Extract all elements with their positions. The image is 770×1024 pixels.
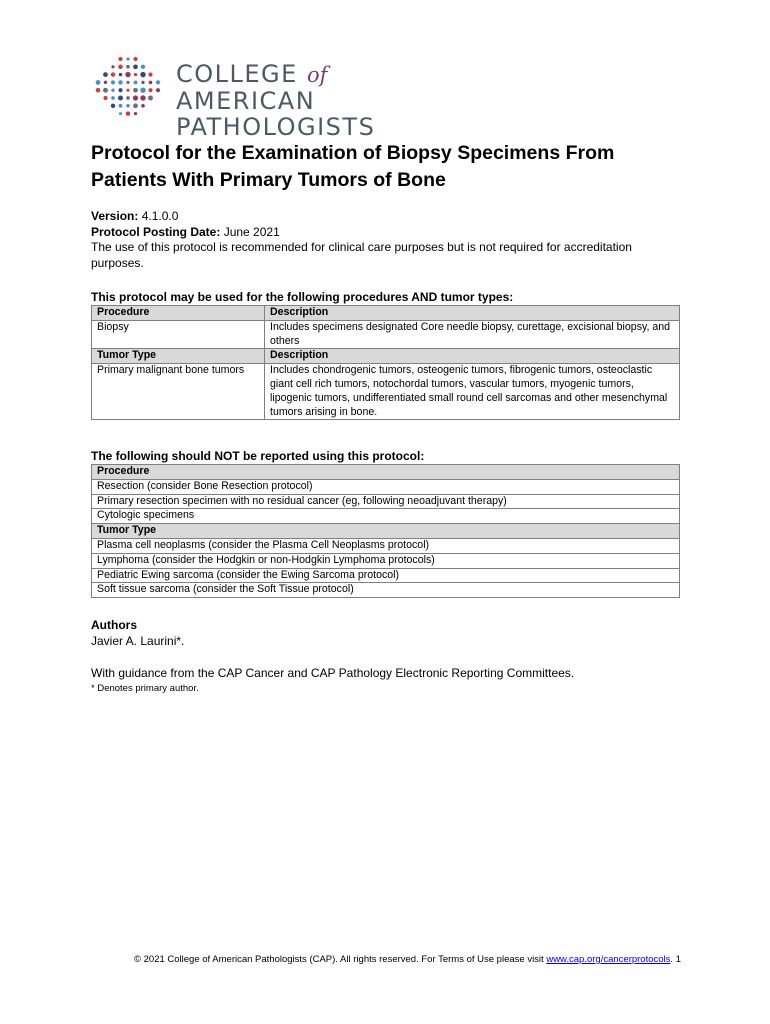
authors-heading: Authors	[91, 618, 137, 632]
tumor-type-header: Tumor Type	[92, 524, 680, 539]
tumor-description-cell: Includes chondrogenic tumors, osteogenic tumors, fibrogenic tumors, osteoclastic giant cell rich tumors, notochordal tumors, vascular tumors, myogenic tumors, lipogenic tumors, undifferentiated small round cell sarcomas and other mesenchymal tumors arising in bone.	[265, 364, 680, 420]
excluded-procedure: Resection (consider Bone Resection protocol)	[92, 479, 680, 494]
logo-dot	[119, 73, 122, 76]
logo-dot	[134, 73, 137, 76]
logo-dot	[134, 112, 137, 115]
not-reported-table	[91, 464, 680, 598]
logo-wordmark	[176, 61, 474, 140]
logo-dot	[126, 96, 130, 100]
logo-dot	[156, 80, 160, 84]
logo-dot	[133, 88, 138, 93]
logo-dot	[140, 95, 145, 100]
logo-dot	[111, 80, 115, 84]
logo-dot	[133, 95, 138, 100]
authors-names: Javier A. Laurini*.	[91, 634, 185, 648]
protocol-meta	[91, 209, 681, 271]
logo-dot	[141, 81, 144, 84]
tumor-type-header: Tumor Type	[92, 349, 265, 364]
document-title: Protocol for the Examination of Biopsy Specimens From Patients With Primary Tumors of Bone	[91, 142, 615, 191]
logo-dot	[111, 65, 114, 68]
logo-dot	[126, 57, 129, 60]
logo-dot	[111, 72, 115, 76]
logo-dot	[141, 104, 145, 108]
logo-dot	[118, 88, 122, 92]
excluded-tumor-type: Pediatric Ewing sarcoma (consider the Ewing Sarcoma protocol)	[92, 568, 680, 583]
posting-date-label: Protocol Posting Date:	[91, 224, 221, 239]
logo-dot	[126, 89, 129, 92]
accreditation-note: The use of this protocol is recommended for clinical care purposes but is not required for accreditation purposes.	[91, 240, 632, 270]
primary-author-note: * Denotes primary author.	[91, 683, 199, 694]
description-header: Description	[265, 306, 680, 321]
posting-date-value: June 2021	[223, 224, 280, 239]
logo-dot	[119, 112, 122, 115]
logo-dot	[126, 104, 130, 108]
logo-dot	[125, 72, 130, 77]
logo-dot	[148, 88, 152, 92]
logo-dot	[126, 65, 130, 69]
logo-pathologists: PATHOLOGISTS	[176, 113, 376, 141]
logo-dot	[96, 80, 101, 85]
logo-dot	[126, 111, 131, 116]
logo-dot	[118, 96, 123, 101]
excluded-procedure: Cytologic specimens	[92, 509, 680, 524]
tumor-type-cell: Primary malignant bone tumors	[92, 364, 265, 420]
logo-dot	[141, 65, 145, 69]
table-row	[92, 509, 680, 524]
logo-dot	[126, 81, 129, 84]
excluded-tumor-type: Soft tissue sarcoma (consider the Soft Tissue protocol)	[92, 583, 680, 598]
table-row	[92, 494, 680, 509]
logo-dot	[103, 88, 108, 93]
version-label: Version:	[91, 209, 139, 223]
copyright-text: © 2021 College of American Pathologists (CAP). All rights reserved. For Terms of Use please visit	[133, 954, 547, 965]
table-row	[92, 320, 680, 349]
table-row	[92, 583, 680, 598]
logo-american: AMERICAN	[176, 87, 316, 115]
procedure-header: Procedure	[92, 306, 265, 321]
version-value: 4.1.0.0	[141, 209, 179, 223]
procedure-header: Procedure	[92, 465, 680, 480]
description-cell: Includes specimens designated Core needle biopsy, curettage, excisional biopsy, and others	[265, 320, 680, 349]
logo-dot	[103, 72, 108, 77]
logo-of: of	[306, 63, 328, 87]
table-row	[92, 479, 680, 494]
page-footer	[91, 954, 681, 965]
cap-logo	[94, 55, 474, 141]
table-row	[92, 553, 680, 568]
procedure-cell: Biopsy	[92, 320, 265, 349]
logo-dot	[118, 80, 122, 84]
logo-dot	[111, 96, 115, 100]
page-number: 1	[675, 954, 681, 965]
logo-dot	[118, 57, 122, 61]
guidance-text: With guidance from the CAP Cancer and CAP Pathology Electronic Reporting Committees.	[91, 666, 575, 680]
logo-dot	[111, 104, 115, 108]
logo-dot	[111, 89, 114, 92]
logo-dot	[96, 88, 101, 93]
tumor-description-header: Description	[265, 349, 680, 364]
table-row	[92, 364, 680, 420]
logo-dot	[104, 81, 107, 84]
table-row	[92, 538, 680, 553]
cancer-protocols-link[interactable]: www.cap.org/cancerprotocols	[546, 954, 671, 965]
logo-dot	[140, 72, 145, 77]
logo-dot	[148, 96, 153, 101]
logo-dot	[148, 73, 152, 77]
footer-separator: .	[670, 954, 676, 965]
excluded-tumor-type: Lymphoma (consider the Hodgkin or non-Hodgkin Lymphoma protocols)	[92, 553, 680, 568]
cap-dots-logo-icon	[94, 55, 162, 119]
table-row	[92, 568, 680, 583]
logo-dot	[133, 103, 138, 108]
logo-college: COLLEGE	[176, 60, 307, 88]
not-reported-heading: The following should NOT be reported using this protocol:	[91, 449, 425, 463]
logo-dot	[133, 57, 137, 61]
logo-dot	[103, 96, 107, 100]
used-for-table	[91, 305, 680, 420]
used-for-heading: This protocol may be used for the following procedures AND tumor types:	[91, 290, 514, 304]
logo-dot	[140, 87, 145, 92]
logo-dot	[149, 81, 153, 85]
logo-dot	[156, 88, 160, 92]
excluded-tumor-type: Plasma cell neoplasms (consider the Plasma Cell Neoplasms protocol)	[92, 538, 680, 553]
excluded-procedure: Primary resection specimen with no residual cancer (eg, following neoadjuvant therapy)	[92, 494, 680, 509]
logo-dot	[119, 104, 123, 108]
logo-dot	[133, 64, 138, 69]
logo-dot	[134, 80, 138, 84]
logo-dot	[118, 65, 123, 70]
